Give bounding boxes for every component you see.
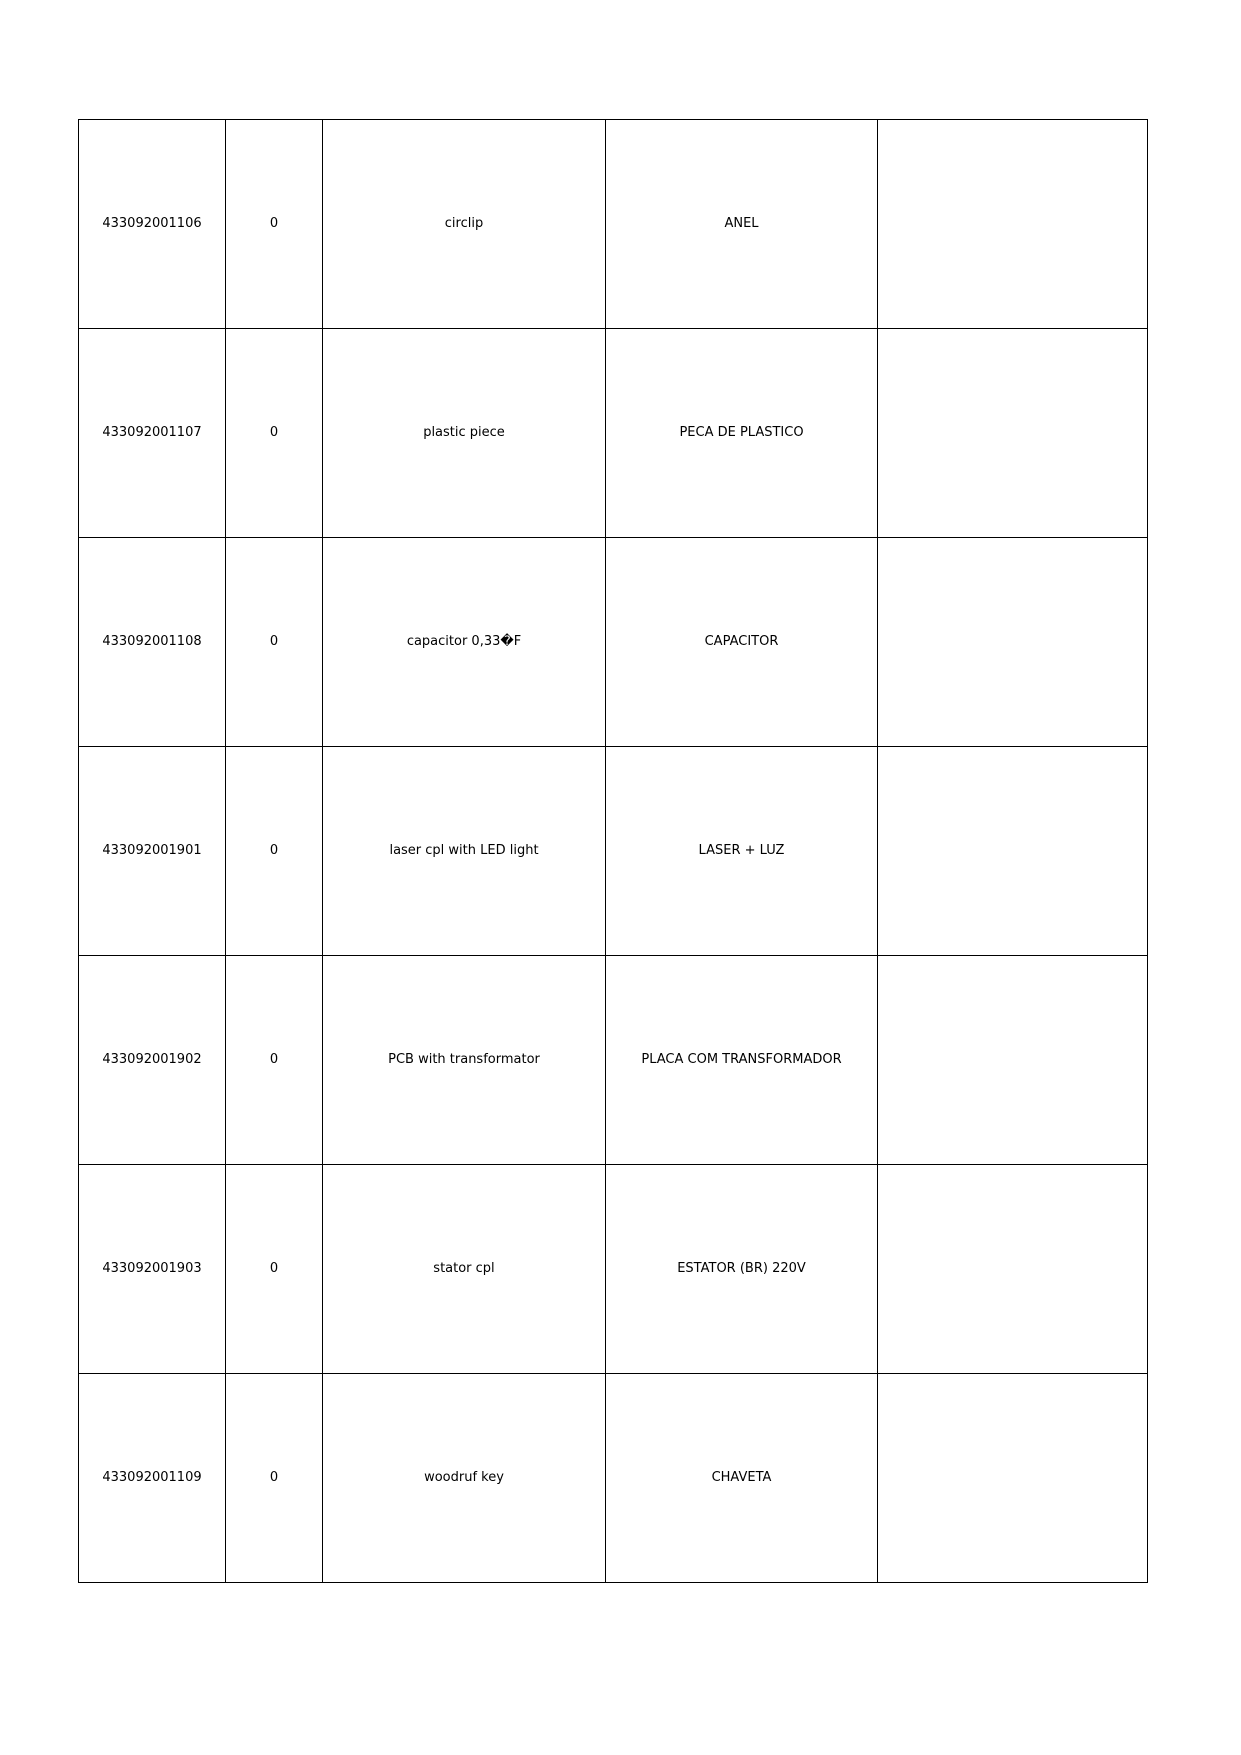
description-en-cell: capacitor 0,33�F (323, 538, 606, 747)
description-en-cell: circlip (323, 120, 606, 329)
part-code-cell: 433092001903 (79, 1165, 226, 1374)
table-row (79, 1165, 1148, 1374)
description-pt-cell: PLACA COM TRANSFORMADOR (606, 956, 878, 1165)
notes-cell (878, 329, 1148, 538)
table-row (79, 1374, 1148, 1583)
table-row (79, 956, 1148, 1165)
part-code-cell: 433092001106 (79, 120, 226, 329)
parts-table (78, 119, 1148, 1583)
notes-cell (878, 538, 1148, 747)
description-pt-cell: LASER + LUZ (606, 747, 878, 956)
description-pt-cell: ESTATOR (BR) 220V (606, 1165, 878, 1374)
part-code-cell: 433092001109 (79, 1374, 226, 1583)
notes-cell (878, 747, 1148, 956)
table-row (79, 329, 1148, 538)
quantity-cell: 0 (226, 120, 323, 329)
description-pt-cell: CAPACITOR (606, 538, 878, 747)
notes-cell (878, 1165, 1148, 1374)
description-pt-cell: ANEL (606, 120, 878, 329)
quantity-cell: 0 (226, 538, 323, 747)
part-code-cell: 433092001901 (79, 747, 226, 956)
description-en-cell: laser cpl with LED light (323, 747, 606, 956)
table-row (79, 538, 1148, 747)
quantity-cell: 0 (226, 1165, 323, 1374)
description-pt-cell: PECA DE PLASTICO (606, 329, 878, 538)
notes-cell (878, 956, 1148, 1165)
part-code-cell: 433092001902 (79, 956, 226, 1165)
notes-cell (878, 1374, 1148, 1583)
quantity-cell: 0 (226, 329, 323, 538)
part-code-cell: 433092001108 (79, 538, 226, 747)
table-row (79, 747, 1148, 956)
description-en-cell: stator cpl (323, 1165, 606, 1374)
table-row (79, 120, 1148, 329)
description-en-cell: PCB with transformator (323, 956, 606, 1165)
part-code-cell: 433092001107 (79, 329, 226, 538)
quantity-cell: 0 (226, 956, 323, 1165)
description-en-cell: woodruf key (323, 1374, 606, 1583)
description-pt-cell: CHAVETA (606, 1374, 878, 1583)
quantity-cell: 0 (226, 747, 323, 956)
quantity-cell: 0 (226, 1374, 323, 1583)
notes-cell (878, 120, 1148, 329)
description-en-cell: plastic piece (323, 329, 606, 538)
